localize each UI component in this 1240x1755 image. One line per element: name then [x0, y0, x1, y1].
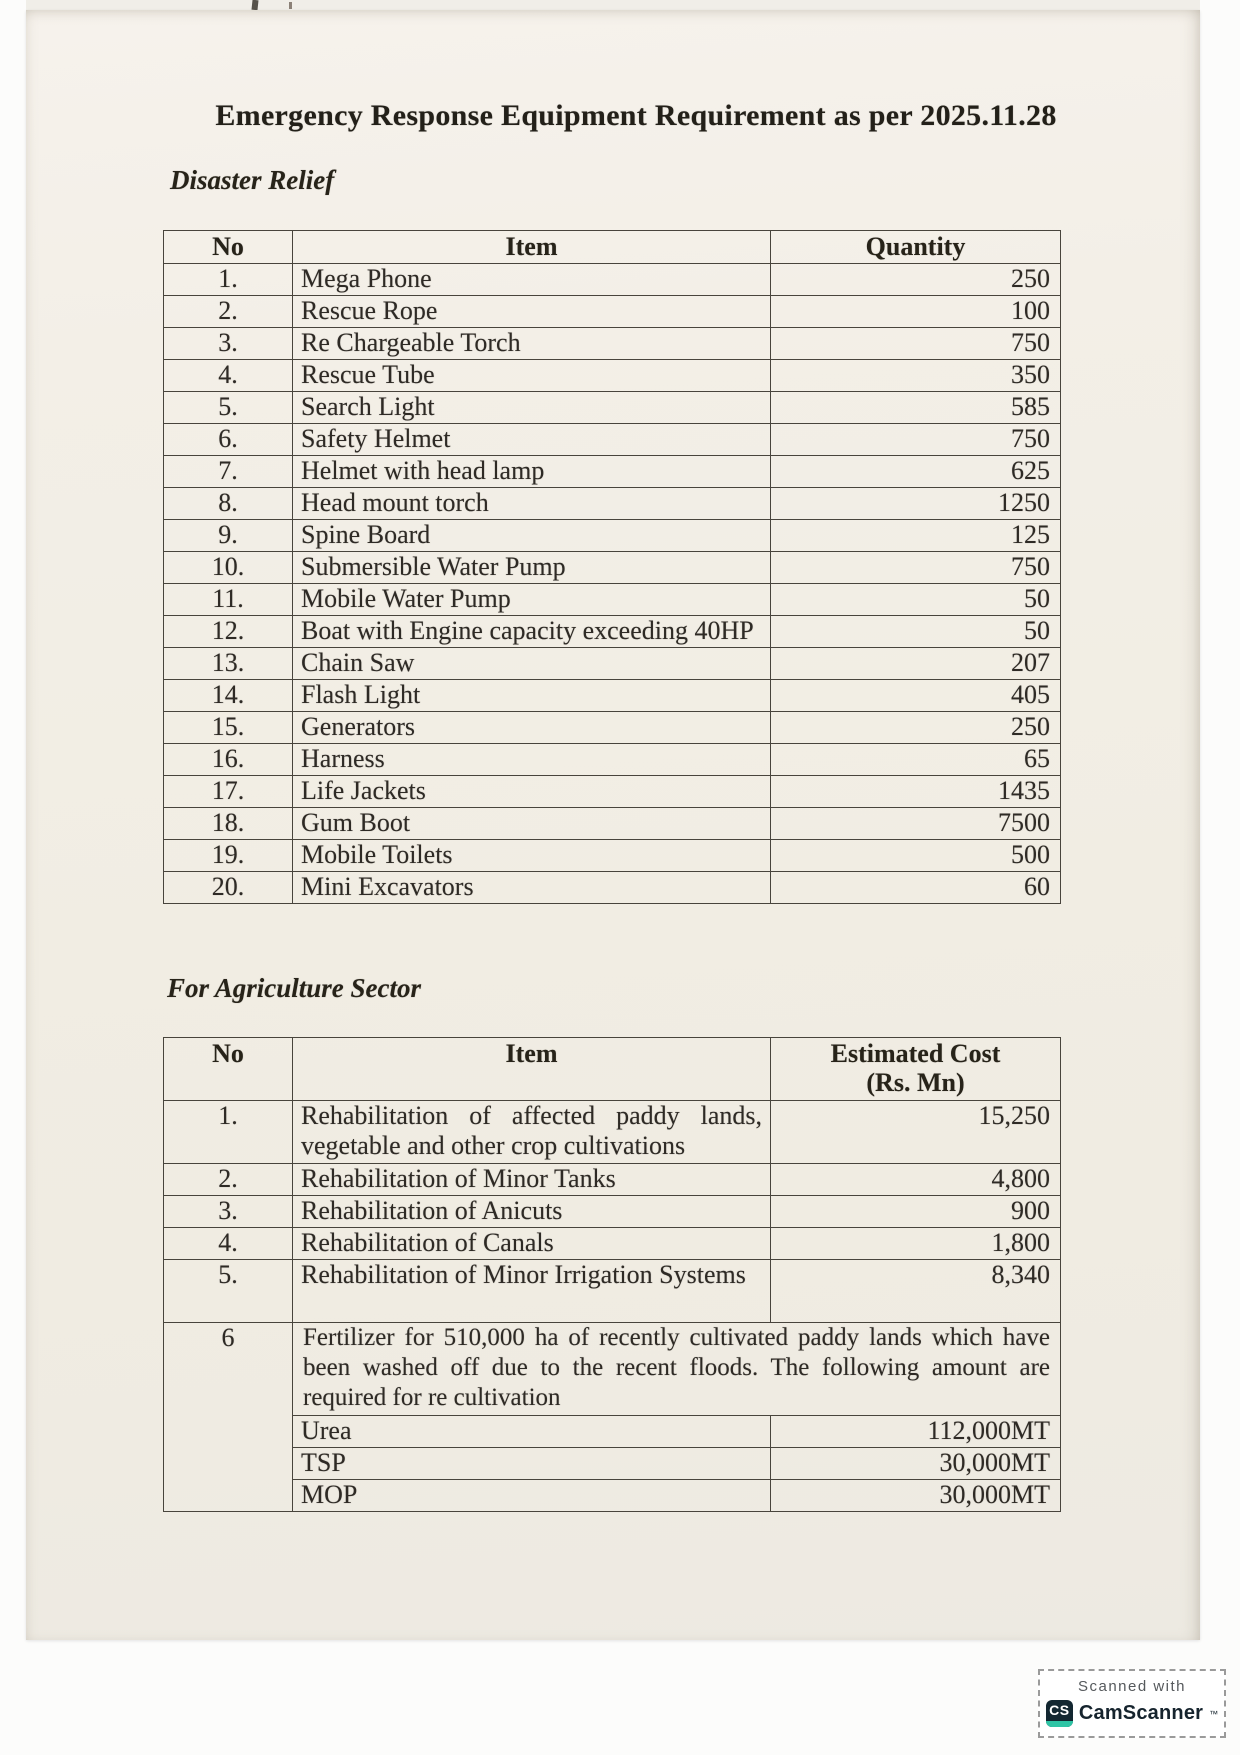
estimated-cost-line2: (Rs. Mn): [866, 1068, 965, 1097]
trademark-symbol: ™: [1209, 1708, 1219, 1719]
cell-quantity: 125: [771, 520, 1061, 552]
cell-no: 6.: [164, 424, 293, 456]
cell-quantity: 500: [771, 840, 1061, 872]
cell-cost: 15,250: [771, 1101, 1061, 1164]
cell-no: 5.: [164, 1260, 293, 1323]
cell-no: 1.: [164, 264, 293, 296]
cell-item: Rehabilitation of Minor Tanks: [293, 1164, 771, 1196]
page-title: Emergency Response Equipment Requirement as per 2025.11.28: [215, 99, 1057, 132]
cell-quantity: 585: [771, 392, 1061, 424]
camscanner-logo-icon: [1046, 1700, 1073, 1727]
table-row: [164, 456, 1061, 488]
cell-quantity: 750: [771, 328, 1061, 360]
col-header-item: Item: [293, 231, 771, 264]
cell-item: Mobile Toilets: [293, 840, 771, 872]
cell-no: 6: [164, 1323, 293, 1512]
cell-item: Urea: [293, 1416, 771, 1447]
cell-cost: 112,000MT: [927, 1416, 1050, 1445]
table-row: [164, 1101, 1061, 1164]
cell-no: 4.: [164, 1228, 293, 1260]
agriculture-sector-table: [163, 1037, 1061, 1512]
cell-quantity: 65: [771, 744, 1061, 776]
table-row: [164, 1260, 1061, 1323]
camscanner-logo-text: CS: [1049, 1702, 1070, 1718]
cell-no: 2.: [164, 296, 293, 328]
cell-item: Spine Board: [293, 520, 771, 552]
table-row: [164, 392, 1061, 424]
table-row: [164, 648, 1061, 680]
cell-no: 10.: [164, 552, 293, 584]
cell-no: 18.: [164, 808, 293, 840]
cell-quantity: 60: [771, 872, 1061, 904]
section-heading-disaster: Disaster Relief: [170, 165, 335, 195]
cell-item: Rescue Tube: [293, 360, 771, 392]
cell-item: Search Light: [293, 392, 771, 424]
cell-item: Mega Phone: [293, 264, 771, 296]
table-row: [164, 1196, 1061, 1228]
cell-quantity: 1435: [771, 776, 1061, 808]
table-row: [164, 808, 1061, 840]
table-row: [164, 744, 1061, 776]
cell-item: Head mount torch: [293, 488, 771, 520]
cell-item: Rehabilitation of Canals: [293, 1228, 771, 1260]
fertilizer-subrow: [293, 1448, 1060, 1480]
cell-cost: 30,000MT: [939, 1480, 1050, 1509]
cell-item: Chain Saw: [293, 648, 771, 680]
cell-quantity: 625: [771, 456, 1061, 488]
scanned-with-text: Scanned with: [1077, 1678, 1187, 1695]
cell-item: Rehabilitation of affected paddy lands, vegetable and other crop cultivations: [293, 1101, 771, 1164]
table-row: [164, 328, 1061, 360]
cell-item: Generators: [293, 712, 771, 744]
cell-no: 9.: [164, 520, 293, 552]
binder-mark: [289, 2, 292, 9]
cell-item: Flash Light: [293, 680, 771, 712]
table-row: [164, 264, 1061, 296]
camscanner-name: CamScanner: [1078, 1702, 1204, 1724]
cell-item: Submersible Water Pump: [293, 552, 771, 584]
cell-no: 12.: [164, 616, 293, 648]
cell-item: Rehabilitation of Anicuts: [293, 1196, 771, 1228]
cell-no: 16.: [164, 744, 293, 776]
col-header-no: No: [164, 1038, 293, 1101]
cell-item: MOP: [293, 1480, 771, 1511]
cell-item: Gum Boot: [293, 808, 771, 840]
table-row: [164, 296, 1061, 328]
table-header-row: [164, 1038, 1061, 1101]
cell-no: 14.: [164, 680, 293, 712]
cell-quantity: 207: [771, 648, 1061, 680]
estimated-cost-line1: Estimated Cost: [830, 1039, 1001, 1068]
cell-item: Helmet with head lamp: [293, 456, 771, 488]
cell-cost: 900: [771, 1196, 1061, 1228]
cell-item: Rescue Rope: [293, 296, 771, 328]
table-row: [164, 1228, 1061, 1260]
cell-quantity: 250: [771, 712, 1061, 744]
cell-item: Harness: [293, 744, 771, 776]
cell-quantity: 50: [771, 584, 1061, 616]
table-row-fertilizer: [164, 1323, 1061, 1512]
fertilizer-note: Fertilizer for 510,000 ha of recently cultivated paddy lands which have been washed off due to the recent floods. The following amount are required for re cultivation: [293, 1323, 1060, 1416]
cell-quantity: 350: [771, 360, 1061, 392]
cell-no: 8.: [164, 488, 293, 520]
cell-item: Safety Helmet: [293, 424, 771, 456]
cell-quantity: 405: [771, 680, 1061, 712]
table-row: [164, 840, 1061, 872]
cell-no: 17.: [164, 776, 293, 808]
col-header-estimated-cost: [771, 1038, 1061, 1101]
table-row: [164, 776, 1061, 808]
disaster-relief-table: [163, 230, 1061, 904]
fertilizer-cell: [293, 1323, 1061, 1512]
cell-no: 3.: [164, 328, 293, 360]
table-row: [164, 680, 1061, 712]
cell-quantity: 7500: [771, 808, 1061, 840]
table-row: [164, 712, 1061, 744]
cell-quantity: 1250: [771, 488, 1061, 520]
cell-no: 19.: [164, 840, 293, 872]
col-header-no: No: [164, 231, 293, 264]
cell-quantity: 250: [771, 264, 1061, 296]
cell-quantity: 750: [771, 424, 1061, 456]
fertilizer-subrow: [293, 1480, 1060, 1511]
table-row: [164, 424, 1061, 456]
table-row: [164, 552, 1061, 584]
table-row: [164, 616, 1061, 648]
cell-item: Rehabilitation of Minor Irrigation Systems: [293, 1260, 771, 1323]
cell-quantity: 100: [771, 296, 1061, 328]
cell-cost: 1,800: [771, 1228, 1061, 1260]
section-heading-agriculture: For Agriculture Sector: [167, 973, 422, 1003]
table-row: [164, 360, 1061, 392]
cell-item: Mini Excavators: [293, 872, 771, 904]
table-row: [164, 872, 1061, 904]
camscanner-badge: [1038, 1669, 1226, 1738]
cell-no: 5.: [164, 392, 293, 424]
cell-item: Life Jackets: [293, 776, 771, 808]
cell-no: 3.: [164, 1196, 293, 1228]
cell-no: 15.: [164, 712, 293, 744]
cell-no: 4.: [164, 360, 293, 392]
cell-no: 1.: [164, 1101, 293, 1164]
table-row: [164, 488, 1061, 520]
cell-quantity: 750: [771, 552, 1061, 584]
cell-quantity: 50: [771, 616, 1061, 648]
table-row: [164, 520, 1061, 552]
col-header-item: Item: [293, 1038, 771, 1101]
cell-no: 2.: [164, 1164, 293, 1196]
cell-cost: 8,340: [771, 1260, 1061, 1323]
col-header-quantity: Quantity: [771, 231, 1061, 264]
binder-mark: [251, 0, 258, 10]
cell-cost: 4,800: [771, 1164, 1061, 1196]
table-header-row: [164, 231, 1061, 264]
cell-cost: 30,000MT: [939, 1448, 1050, 1477]
table-row: [164, 584, 1061, 616]
cell-no: 13.: [164, 648, 293, 680]
cell-no: 7.: [164, 456, 293, 488]
fertilizer-subrow: [293, 1416, 1060, 1448]
camscanner-row: [1046, 1700, 1218, 1727]
cell-no: 11.: [164, 584, 293, 616]
cell-item: Re Chargeable Torch: [293, 328, 771, 360]
table-row: [164, 1164, 1061, 1196]
cell-item: Boat with Engine capacity exceeding 40HP: [293, 616, 771, 648]
cell-no: 20.: [164, 872, 293, 904]
cell-item: Mobile Water Pump: [293, 584, 771, 616]
cell-item: TSP: [293, 1448, 771, 1479]
